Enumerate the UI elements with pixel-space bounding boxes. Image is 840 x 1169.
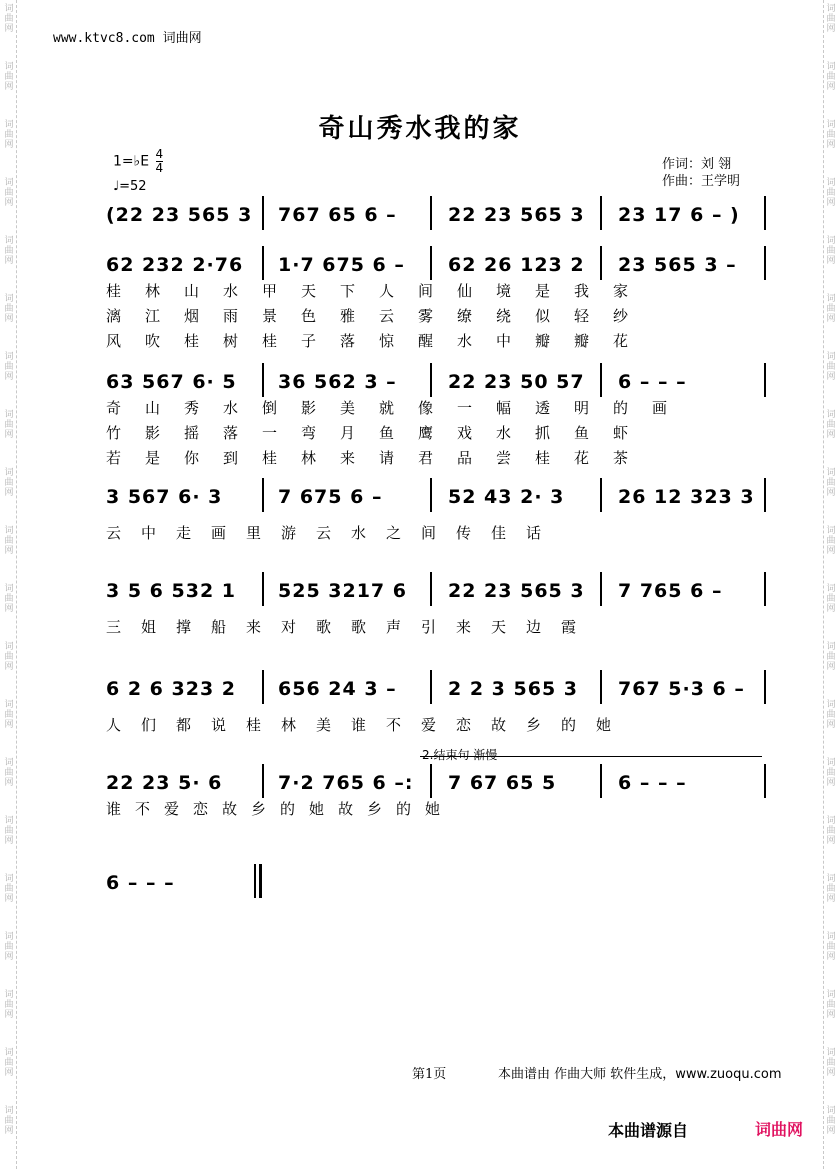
source-label: 本曲谱源自 bbox=[608, 1121, 689, 1140]
watermark-text: 词曲网 bbox=[826, 874, 836, 904]
measure: 52 43 2· 3 bbox=[448, 486, 565, 508]
lyric-verse: 若是你到桂林来请君品尝桂花茶 bbox=[106, 449, 653, 467]
bar-line bbox=[254, 864, 256, 898]
final-bar-line bbox=[259, 864, 262, 898]
measure: 62 232 2·76 bbox=[106, 254, 244, 276]
watermark-text: 词曲网 bbox=[4, 236, 14, 266]
watermark-text: 词曲网 bbox=[826, 62, 836, 92]
notation-row bbox=[104, 868, 764, 898]
watermark-text: 词曲网 bbox=[826, 1106, 836, 1136]
measure: 7 67 65 5 bbox=[448, 772, 557, 794]
watermark-text: 词曲网 bbox=[826, 642, 836, 672]
measure: 656 24 3 – bbox=[278, 678, 397, 700]
watermark-text: 词曲网 bbox=[826, 932, 836, 962]
watermark-text: 词曲网 bbox=[4, 584, 14, 614]
watermark-text: 词曲网 bbox=[826, 294, 836, 324]
score-line bbox=[104, 200, 764, 230]
measure: 22 23 5· 6 bbox=[106, 772, 223, 794]
watermark-text: 词曲网 bbox=[4, 1106, 14, 1136]
bar-line bbox=[764, 572, 766, 606]
measure: 22 23 565 3 bbox=[448, 204, 585, 226]
measure: 63 567 6· 5 bbox=[106, 371, 237, 393]
bar-line bbox=[600, 363, 602, 397]
score-line bbox=[104, 868, 764, 898]
ending-label: 2.结束句 渐慢 bbox=[422, 748, 498, 762]
notation-row bbox=[104, 250, 764, 280]
watermark-text: 词曲网 bbox=[4, 1048, 14, 1078]
score-line bbox=[104, 674, 764, 734]
bar-line bbox=[430, 764, 432, 798]
bar-line bbox=[262, 478, 264, 512]
watermark-text: 词曲网 bbox=[4, 178, 14, 208]
bar-line bbox=[262, 363, 264, 397]
bar-line bbox=[764, 196, 766, 230]
watermark-text: 词曲网 bbox=[4, 526, 14, 556]
measure: 36 562 3 – bbox=[278, 371, 397, 393]
composer-credit: 作曲：王学明 bbox=[662, 174, 741, 189]
notation-row bbox=[104, 482, 764, 512]
bar-line bbox=[430, 196, 432, 230]
watermark-text: 词曲网 bbox=[4, 758, 14, 788]
measure: (22 23 565 3 bbox=[106, 204, 253, 226]
measure: 3 567 6· 3 bbox=[106, 486, 223, 508]
lyric-verse: 奇山秀水倒影美就像一幅透明的画 bbox=[106, 399, 692, 417]
measure: 767 5·3 6 – bbox=[618, 678, 745, 700]
lyric-verse: 云中走画里游云水之间传佳话 bbox=[106, 524, 562, 542]
bar-line bbox=[430, 670, 432, 704]
score-line bbox=[104, 482, 764, 542]
bar-line bbox=[430, 363, 432, 397]
bar-line bbox=[764, 363, 766, 397]
measure: 7 675 6 – bbox=[278, 486, 383, 508]
measure: 3 5 6 532 1 bbox=[106, 580, 237, 602]
bar-line bbox=[430, 478, 432, 512]
watermark-text: 词曲网 bbox=[4, 294, 14, 324]
lyric-verse: 漓江烟雨景色雅云雾缭绕似轻纱 bbox=[106, 307, 653, 325]
watermark-text: 词曲网 bbox=[826, 584, 836, 614]
watermark-text: 词曲网 bbox=[826, 4, 836, 34]
watermark-text: 词曲网 bbox=[4, 468, 14, 498]
watermark-text: 词曲网 bbox=[826, 700, 836, 730]
bar-line bbox=[430, 246, 432, 280]
measure: 6 – – – bbox=[618, 371, 687, 393]
bar-line bbox=[600, 478, 602, 512]
bar-line bbox=[600, 196, 602, 230]
bar-line bbox=[764, 478, 766, 512]
bar-line bbox=[262, 196, 264, 230]
lyric-verse: 三姐撑船来对歌歌声引来天边霞 bbox=[106, 618, 597, 636]
lyric-verse: 竹影摇落一弯月鱼鹰戏水抓鱼虾 bbox=[106, 424, 653, 442]
measure: 22 23 50 57 bbox=[448, 371, 585, 393]
watermark-text: 词曲网 bbox=[4, 932, 14, 962]
notation-row bbox=[104, 576, 764, 606]
volta-bracket bbox=[420, 756, 762, 757]
watermark-text: 词曲网 bbox=[4, 990, 14, 1020]
measure: 22 23 565 3 bbox=[448, 580, 585, 602]
bar-line bbox=[600, 246, 602, 280]
bar-line bbox=[600, 764, 602, 798]
watermark-text: 词曲网 bbox=[826, 990, 836, 1020]
measure: 1·7 675 6 – bbox=[278, 254, 405, 276]
bar-line bbox=[430, 572, 432, 606]
measure: 6 2 6 323 2 bbox=[106, 678, 237, 700]
score-line bbox=[104, 367, 764, 467]
time-numerator: 4 bbox=[155, 147, 164, 161]
site-header[interactable]: www.ktvc8.com 词曲网 bbox=[53, 31, 202, 46]
notation-row bbox=[104, 367, 764, 397]
time-denominator: 4 bbox=[155, 161, 164, 175]
watermark-text: 词曲网 bbox=[826, 178, 836, 208]
measure: 2 2 3 565 3 bbox=[448, 678, 579, 700]
key-signature bbox=[113, 148, 163, 175]
measure: 62 26 123 2 bbox=[448, 254, 585, 276]
watermark-text: 词曲网 bbox=[4, 120, 14, 150]
key-label: 1=♭E bbox=[113, 153, 150, 170]
bar-line bbox=[262, 764, 264, 798]
score-line bbox=[104, 748, 764, 818]
measure: 7 765 6 – bbox=[618, 580, 723, 602]
measure: 7·2 765 6 –: bbox=[278, 772, 414, 794]
source-brand[interactable]: 词曲网 bbox=[755, 1120, 804, 1139]
measure: 525 3217 6 bbox=[278, 580, 407, 602]
notation-row bbox=[104, 768, 764, 798]
bar-line bbox=[764, 764, 766, 798]
watermark-text: 词曲网 bbox=[4, 700, 14, 730]
watermark-text: 词曲网 bbox=[4, 642, 14, 672]
measure: 6 – – – bbox=[106, 872, 175, 894]
watermark-text: 词曲网 bbox=[826, 526, 836, 556]
time-signature bbox=[156, 148, 164, 175]
score-line bbox=[104, 576, 764, 636]
notation-row bbox=[104, 200, 764, 230]
bar-line bbox=[600, 572, 602, 606]
watermark-text: 词曲网 bbox=[826, 816, 836, 846]
lyric-verse: 风吹桂树桂子落惊醒水中瓣瓣花 bbox=[106, 332, 653, 350]
right-watermark-strip bbox=[823, 0, 838, 1169]
lyricist-credit: 作词：刘 翎 bbox=[662, 157, 732, 172]
watermark-text: 词曲网 bbox=[826, 236, 836, 266]
left-watermark-strip bbox=[2, 0, 17, 1169]
measure: 23 565 3 – bbox=[618, 254, 737, 276]
measure: 767 65 6 – bbox=[278, 204, 397, 226]
notation-row bbox=[104, 674, 764, 704]
watermark-text: 词曲网 bbox=[4, 874, 14, 904]
watermark-text: 词曲网 bbox=[826, 1048, 836, 1078]
watermark-text: 词曲网 bbox=[4, 352, 14, 382]
watermark-text: 词曲网 bbox=[4, 410, 14, 440]
watermark-text: 词曲网 bbox=[826, 410, 836, 440]
watermark-text: 词曲网 bbox=[826, 468, 836, 498]
bar-line bbox=[764, 246, 766, 280]
watermark-text: 词曲网 bbox=[4, 62, 14, 92]
watermark-text: 词曲网 bbox=[826, 352, 836, 382]
bar-line bbox=[764, 670, 766, 704]
score-line bbox=[104, 250, 764, 350]
bar-line bbox=[262, 572, 264, 606]
measure: 26 12 323 3 bbox=[618, 486, 755, 508]
bar-line bbox=[600, 670, 602, 704]
measure: 6 – – – bbox=[618, 772, 687, 794]
lyric-verse: 桂林山水甲天下人间仙境是我家 bbox=[106, 282, 653, 300]
watermark-text: 词曲网 bbox=[826, 758, 836, 788]
bar-line bbox=[262, 246, 264, 280]
page-number: 第1页 bbox=[412, 1067, 447, 1082]
lyric-verse: 人们都说桂林美谁不爱恋故乡的她 bbox=[106, 716, 632, 734]
watermark-text: 词曲网 bbox=[4, 4, 14, 34]
bar-line bbox=[262, 670, 264, 704]
watermark-text: 词曲网 bbox=[4, 816, 14, 846]
song-title: 奇山秀水我的家 bbox=[318, 114, 522, 144]
tempo-mark: ♩=52 bbox=[113, 179, 147, 194]
generator-note: 本曲谱由 作曲大师 软件生成，www.zuoqu.com bbox=[498, 1067, 782, 1082]
watermark-text: 词曲网 bbox=[826, 120, 836, 150]
measure: 23 17 6 – ) bbox=[618, 204, 740, 226]
lyric-verse: 谁不爱恋故乡的她故乡的她 bbox=[106, 800, 455, 818]
